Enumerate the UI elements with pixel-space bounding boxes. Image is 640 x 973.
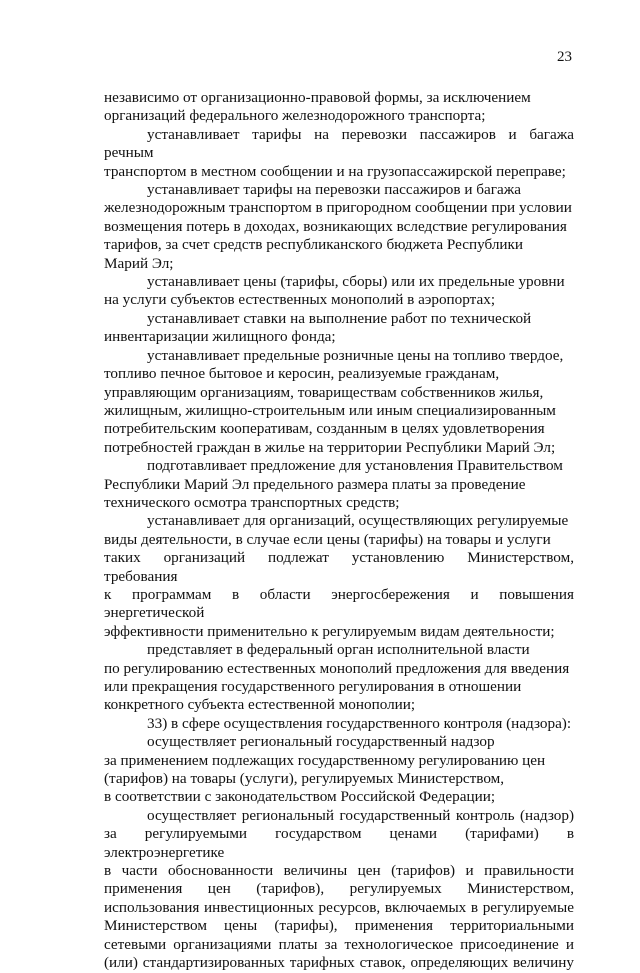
paragraph-monopoly-regulation-proposals: представляет в федеральный орган исполнительной власти по регулированию естественных монополий предложения для введения или прекращения государственного регулирования в отношении конкретного субъекта естественной монополии; [104,641,570,714]
page-number: 23 [557,49,572,65]
paragraph-river-transport-tariffs: устанавливает тарифы на перевозки пассажиров и багажа речным транспортом в местном сообщении и на грузопассажирской переправе; [104,125,574,180]
paragraph-energy-saving-requirements: устанавливает для организаций, осуществляющих регулируемые виды деятельности, в случае если цены (тарифы) на товары и услуги таких организаций подлежат установлению Министерством, требования к программам в области энергосбережения и повышения энергетической эффективности применительно к регулируемым видам деятельности; [104,512,574,640]
paragraph-suburban-rail-tariffs: устанавливает тарифы на перевозки пассажиров и багажа железнодорожным транспортом в пригородном сообщении при условии возмещения потерь в доходах, возникающих вследствие регулирования тарифов, за счет средств республиканского бюджета Республики Марий Эл; [104,181,572,272]
paragraph-vehicle-inspection-fee: подготавливает предложение для установления Правительством Республики Марий Эл предельного размера платы за проведение технического осмотра транспортных средств; [104,457,563,511]
paragraph-regional-supervision: осуществляет региональный государственный надзор за применением подлежащих государственному регулированию цен (тарифов) на товары (услуги), регулируемых Министерством, в соответствии с законодательством Российской Федерации; [104,733,546,806]
paragraph-fuel-retail-prices: устанавливает предельные розничные цены на топливо твердое, топливо печное бытовое и керосин, реализуемые гражданам, управляющим организациям, товариществам собственников жилья, жилищным, жилищно-строительным или иным специализированным потребительским кооперативам, созданным в целях удовлетворения потребностей граждан в жилье на территории Республики Марий Эл; [104,346,564,456]
document-body [104,89,574,973]
paragraph-airport-monopoly-prices: устанавливает цены (тарифы, сборы) или их предельные уровни на услуги субъектов естественных монополий в аэропортах; [104,273,565,309]
paragraph-item-33-heading: 33) в сфере осуществления государственного контроля (надзора): [147,714,572,732]
paragraph-housing-inventory-rates: устанавливает ставки на выполнение работ по технической инвентаризации жилищного фонда; [104,309,532,346]
paragraph-exclusion-railway: независимо от организационно-правовой формы, за исключением организаций федерального железнодорожного транспорта; [104,89,531,125]
paragraph-electricity-tariff-control: осуществляет региональный государственный контроль (надзор) за регулируемыми государством ценами (тарифами) в электроэнергетике в части обоснованности величины цен (тарифов) и правильности применения цен (тарифов), регулируемых Министерством, использования инвестиционных ресурсов, включаемых в регулируемые Министерством цены (тарифы), применения территориальными сетевыми организациями платы за технологическое присоединение и (или) стандартизированных тарифных ставок, определяющих величину [104,806,574,972]
